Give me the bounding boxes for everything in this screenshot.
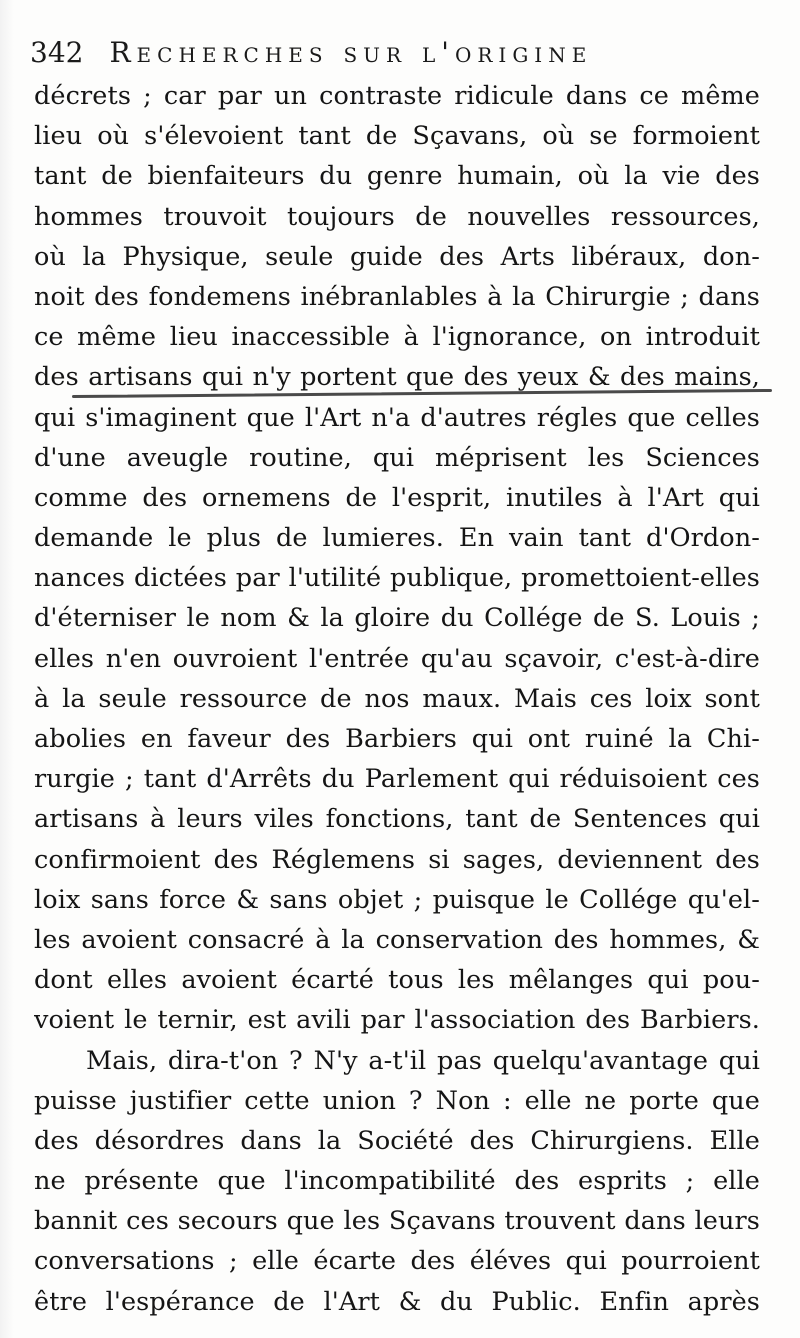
text-line: où la Physique, seule guide des Arts libéraux, don- [34,241,760,272]
text-line: voient le ternir, est avili par l'association des Barbiers. [34,1005,760,1036]
text-line: bannit ces secours que les Sçavans trouvent dans leurs [34,1206,760,1237]
text-line: dont elles avoient écarté tous les mêlanges qui pou- [34,965,760,996]
text-line: qui s'imaginent que l'Art n'a d'autres régles que celles [34,402,760,433]
text-line: noit des fondemens inébranlables à la Chirurgie ; dans [34,281,760,312]
text-line: des désordres dans la Société des Chirurgiens. Elle [34,1125,760,1156]
body-text [34,76,760,1322]
text-line: conversations ; elle écarte des éléves qui pourroient [34,1246,760,1277]
text-line: rurgie ; tant d'Arrêts du Parlement qui réduisoient ces [34,764,760,795]
text-line: être l'espérance de l'Art & du Public. Enfin après [34,1286,760,1317]
text-line: abolies en faveur des Barbiers qui ont ruiné la Chi- [34,724,760,754]
text-line: tant de bienfaiteurs du genre humain, où la vie des [34,161,760,192]
page-header [30,36,770,76]
text-line: comme des ornemens de l'esprit, inutiles à l'Art qui [34,482,760,513]
text-line: ne présente que l'incompatibilité des esprits ; elle [34,1166,760,1197]
text-line: les avoient consacré à la conservation des hommes, & [34,924,760,955]
text-line: confirmoient des Réglemens si sages, deviennent des [34,844,760,875]
text-line: demande le plus de lumieres. En vain tant d'Ordon- [34,523,760,554]
text-line: loix sans force & sans objet ; puisque le Collége qu'el- [34,884,760,915]
page-gutter-shadow [0,0,14,1338]
text-line: ce même lieu inaccessible à l'ignorance, on introduit [34,322,760,353]
text-line: d'éterniser le nom & la gloire du Collége de S. Louis ; [34,603,760,634]
text-line: d'une aveugle routine, qui méprisent les Sciences [34,442,760,473]
text-line: hommes trouvoit toujours de nouvelles ressources, [34,201,760,232]
paragraph-first-line: Mais, dira-t'on ? N'y a-t'il pas quelqu'avantage qui [86,1045,760,1076]
text-line: lieu où s'élevoient tant de Sçavans, où se formoient [34,121,760,152]
text-line: puisse justifier cette union ? Non : elle ne porte que [34,1085,760,1116]
text-line: nances dictées par l'utilité publique, promettoient-elles [34,563,760,594]
text-line: décrets ; car par un contraste ridicule dans ce même [34,81,760,111]
running-head: Recherches sur l'origine [109,36,593,69]
page-number: 342 [30,36,84,69]
text-line: artisans à leurs viles fonctions, tant de Sentences qui [34,804,760,835]
text-line: à la seule ressource de nos maux. Mais ces loix sont [34,683,760,714]
text-line: elles n'en ouvroient l'entrée qu'au sçavoir, c'est-à-dire [34,643,760,674]
text-line: des artisans qui n'y portent que des yeux & des mains, [34,362,760,393]
